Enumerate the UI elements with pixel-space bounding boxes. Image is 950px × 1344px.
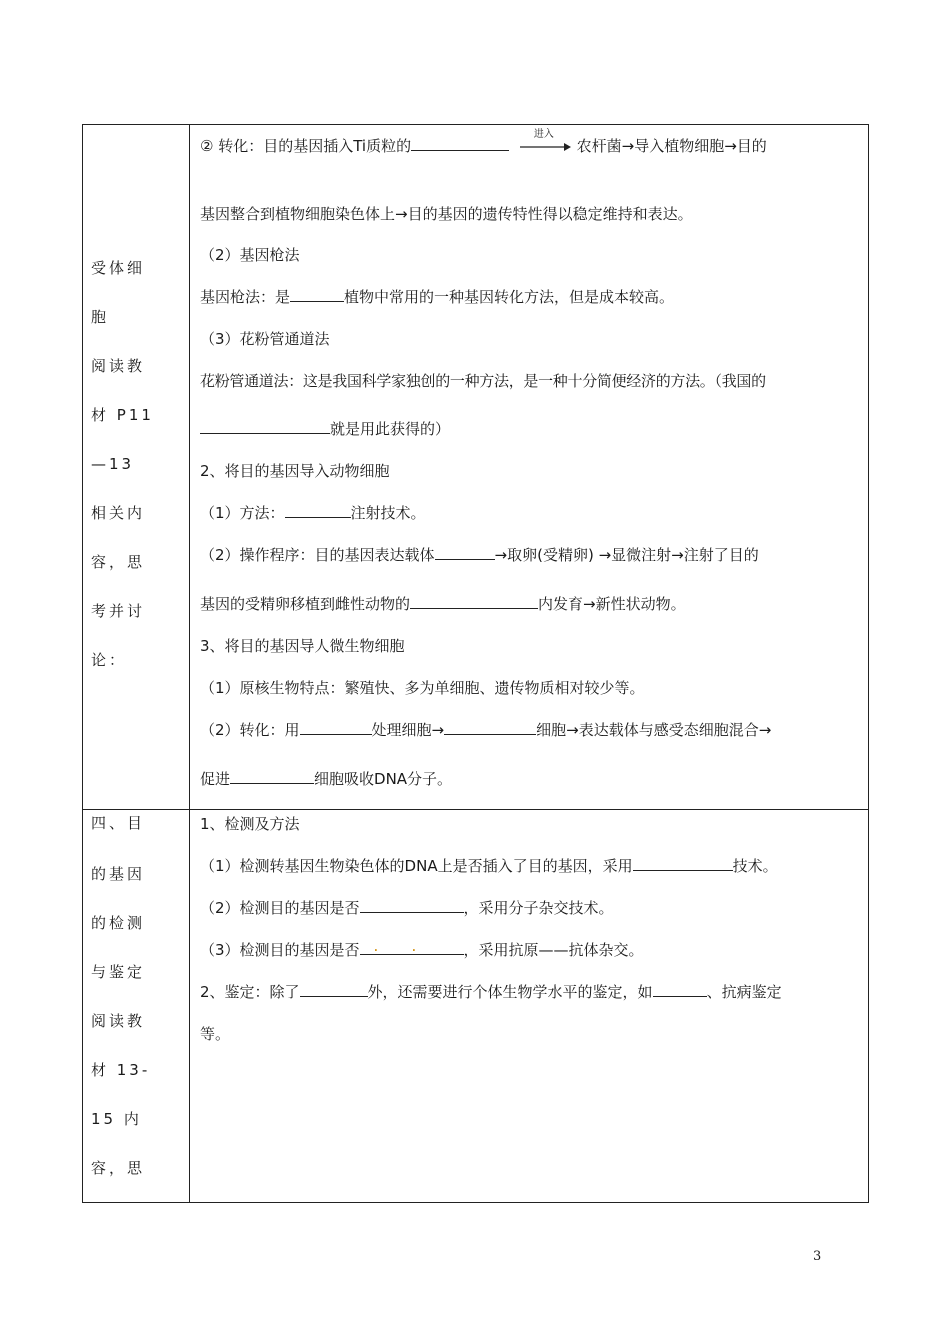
- left-line: 胞: [91, 308, 110, 326]
- text-line: 就是用此获得的）: [200, 419, 450, 439]
- text-line: （1）原核生物特点：繁殖快、多为单细胞、遗传物质相对较少等。: [200, 679, 645, 697]
- left-line: 15 内: [91, 1110, 142, 1128]
- left-cell: [83, 810, 190, 1203]
- left-line: 相关内: [91, 504, 146, 522]
- text-line: 花粉管通道法：这是我国科学家独创的一种方法，是一种十分简便经济的方法。（我国的: [200, 372, 766, 390]
- left-line: 受体细: [91, 259, 146, 277]
- content-table: [82, 124, 869, 1203]
- left-line: 的检测: [91, 914, 146, 932]
- text-line: （2）转化：用 处理细胞→ 细胞→表达载体与感受态细胞混合→: [200, 721, 772, 739]
- arrow-icon: 进入: [514, 136, 572, 156]
- text-line: 2、将目的基因导入动物细胞: [200, 462, 390, 480]
- right-cell: [190, 810, 869, 1203]
- text-line: 基因枪法：是 植物中常用的一种基因转化方法，但是成本较高。: [200, 288, 675, 306]
- text-line: 促进 细胞吸收DNA分子。: [200, 770, 453, 788]
- text-line: （3）检测目的基因是否 . . ，采用抗原——抗体杂交。: [200, 937, 644, 959]
- left-line: 与鉴定: [91, 963, 146, 981]
- dot-mark: .: [411, 937, 417, 955]
- left-line: 阅读教: [91, 357, 146, 375]
- text-line: （1）检测转基因生物染色体的DNA上是否插入了目的基因，采用 技术。: [200, 857, 778, 875]
- text-line: 2、鉴定：除了 外，还需要进行个体生物学水平的鉴定，如 、抗病鉴定: [200, 983, 782, 1001]
- text-line: ② 转化：目的基因插入Ti质粒的 进入 农杆菌→导入植物细胞→目的: [200, 129, 767, 155]
- fill-blank: [435, 545, 495, 560]
- fill-blank: [360, 937, 464, 955]
- text-line: （2）操作程序：目的基因表达载体 →取卵(受精卵) →显微注射→注射了目的: [200, 546, 759, 564]
- left-cell: [83, 125, 190, 810]
- table-row: [83, 810, 869, 1203]
- fill-blank: [653, 982, 707, 997]
- text-line: （3）花粉管通道法: [200, 330, 330, 348]
- text-line: （2）基因枪法: [200, 246, 300, 264]
- text-line: 1、检测及方法: [200, 815, 300, 833]
- text-line: 基因整合到植物细胞染色体上→目的基因的遗传特性得以稳定维持和表达。: [200, 205, 693, 223]
- fill-blank: [411, 136, 509, 151]
- left-line: 四、目: [91, 814, 146, 832]
- text-line: （1）方法： 注射技术。: [200, 504, 426, 522]
- fill-blank: [444, 720, 536, 735]
- right-cell: [190, 125, 869, 810]
- left-line: 容，思: [91, 553, 146, 571]
- left-line: 材 P11: [91, 406, 154, 424]
- fill-blank: [633, 856, 733, 871]
- text-line: 3、将目的基因导人微生物细胞: [200, 637, 405, 655]
- fill-blank: [285, 503, 351, 518]
- left-line: 容，思: [91, 1159, 146, 1177]
- fill-blank: [360, 898, 464, 913]
- text-line: （2）检测目的基因是否 ，采用分子杂交技术。: [200, 899, 614, 917]
- text-line: 等。: [200, 1025, 231, 1043]
- fill-blank: [200, 419, 330, 434]
- left-line: —13: [91, 455, 135, 473]
- dot-mark: .: [373, 937, 379, 955]
- fill-blank: [290, 287, 344, 302]
- left-line: 材 13-: [91, 1061, 151, 1079]
- left-column-text: [83, 810, 189, 1202]
- left-line: 的基因: [91, 865, 146, 883]
- left-line: 考并讨: [91, 602, 146, 620]
- page-number: 3: [813, 1249, 822, 1264]
- left-line: 阅读教: [91, 1012, 146, 1030]
- left-column-text: [83, 125, 189, 694]
- fill-blank: [300, 720, 372, 735]
- text-line: 基因的受精卵移植到雌性动物的 内发育→新性状动物。: [200, 595, 686, 613]
- fill-blank: [300, 982, 368, 997]
- fill-blank: [410, 594, 538, 609]
- table-row: [83, 125, 869, 810]
- left-line: 论：: [91, 651, 128, 669]
- fill-blank: [230, 769, 314, 784]
